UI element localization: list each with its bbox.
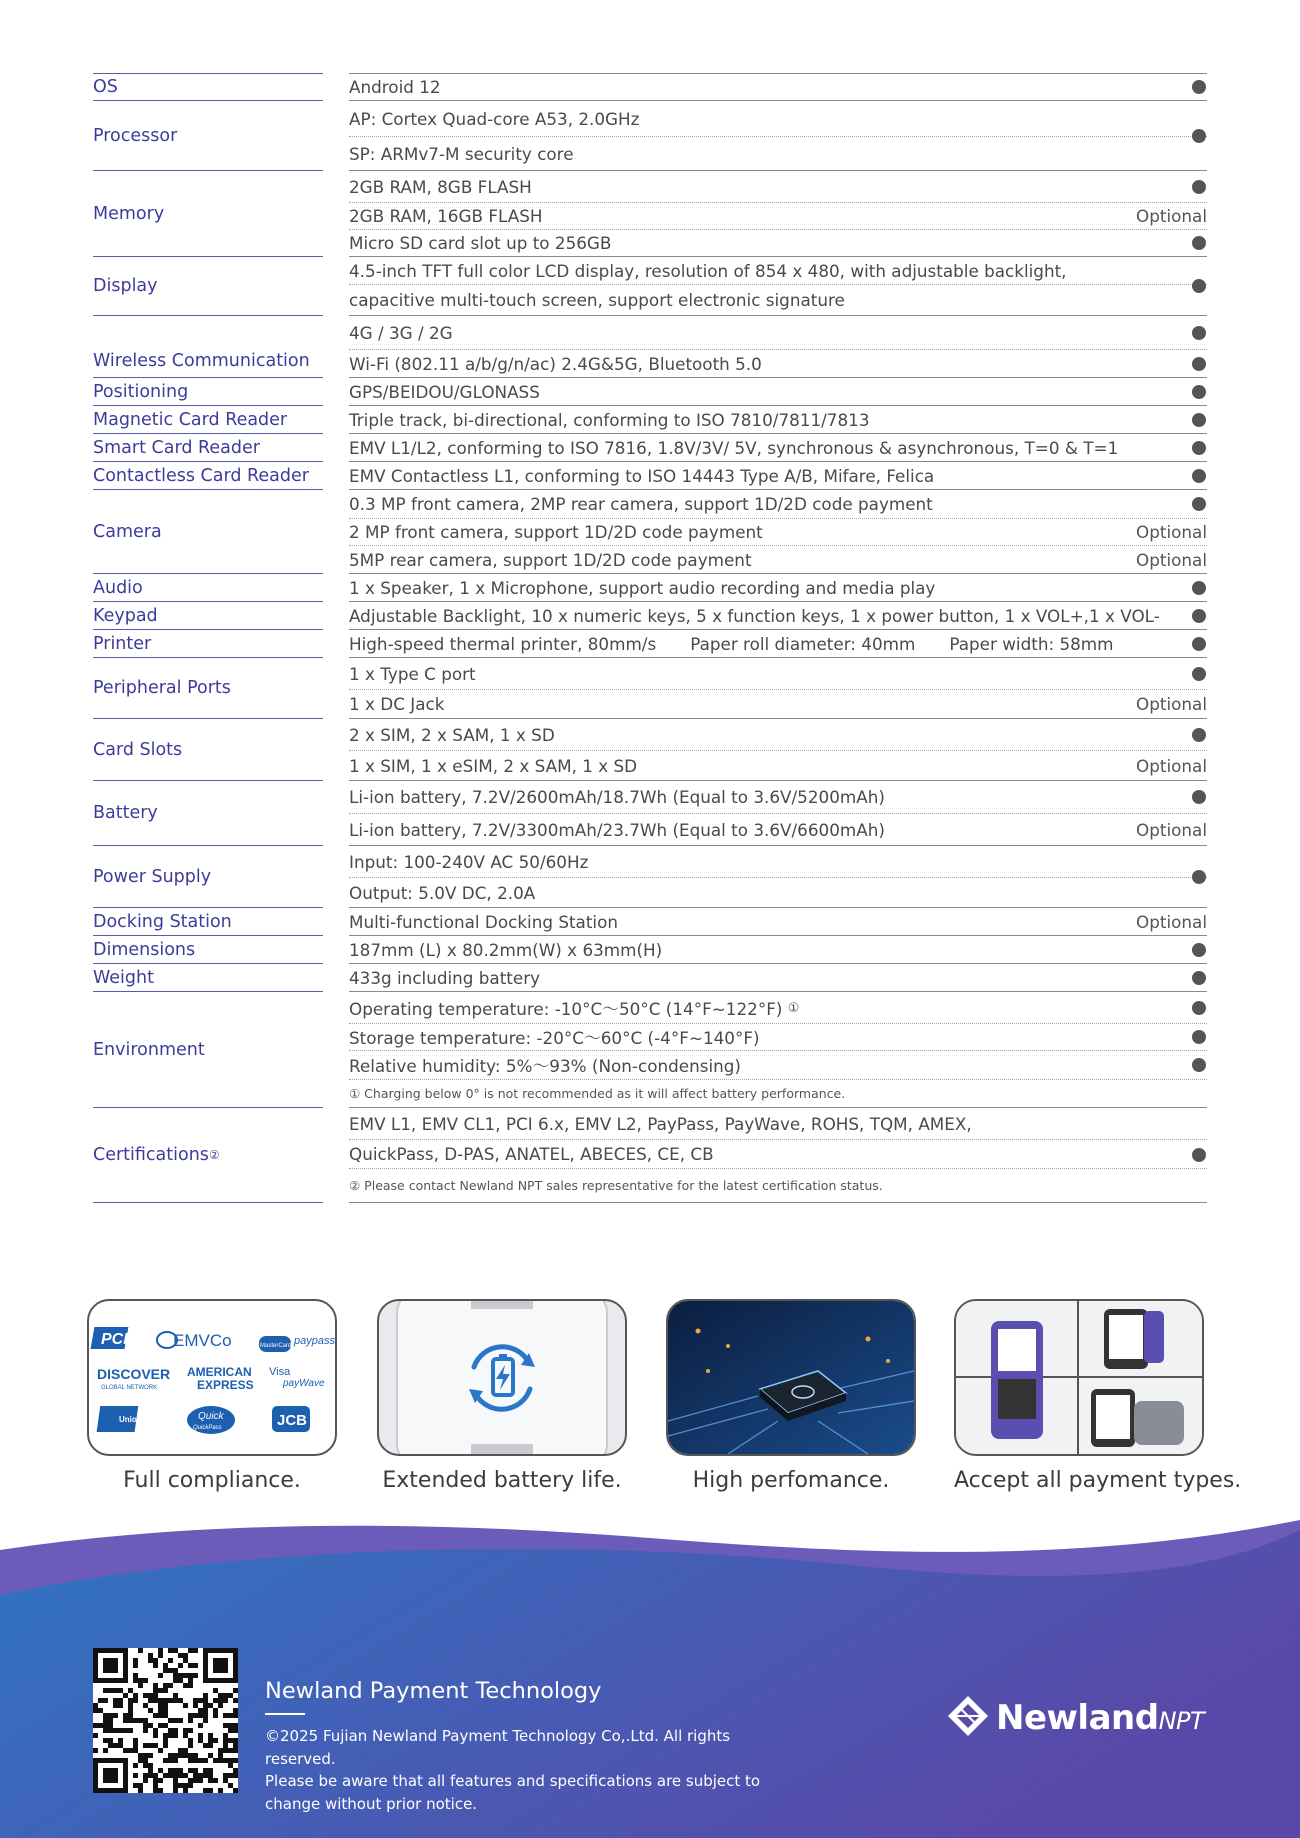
spec-section — [93, 629, 1207, 657]
spec-label — [93, 657, 323, 718]
spec-row — [349, 257, 1207, 284]
legal-text — [265, 1725, 785, 1815]
spec-values — [349, 315, 1207, 377]
spec-value-part: Paper roll diameter: 40mm — [690, 633, 916, 654]
mastercard-logo — [259, 1335, 335, 1352]
spec-value — [349, 77, 441, 97]
spec-value — [349, 883, 535, 903]
spec-row — [349, 936, 1207, 963]
spec-row — [349, 378, 1207, 405]
spec-values — [349, 100, 1207, 170]
spec-value-text: 2GB RAM, 16GB FLASH — [349, 206, 543, 226]
spec-value-text: EMV L1, EMV CL1, PCI 6.x, EMV L2, PayPass, PayWave, ROHS, TQM, AMEX, — [349, 1113, 972, 1134]
spec-value — [349, 820, 885, 840]
spec-row — [349, 1108, 1207, 1139]
spec-values — [349, 907, 1207, 935]
quickpass-logo — [187, 1406, 235, 1434]
standard-dot-icon — [1192, 441, 1206, 455]
spec-value-text: QuickPass, D-PAS, ANATEL, ABECES, CE, CB — [349, 1144, 714, 1164]
spec-footnote — [349, 1168, 1207, 1202]
spec-value-text: Triple track, bi-directional, conforming to ISO 7810/7811/7813 — [349, 409, 870, 430]
legal-line: change without prior notice. — [265, 1794, 478, 1813]
company-name: Newland Payment Technology — [265, 1678, 602, 1704]
standard-dot-icon — [1192, 326, 1206, 340]
emvco-text: EMVCo — [173, 1331, 232, 1350]
spec-label-text: Audio — [93, 577, 143, 598]
spec-label-text: Display — [93, 276, 158, 296]
spec-section — [93, 601, 1207, 629]
spec-label — [93, 489, 323, 573]
spec-value — [349, 438, 1118, 458]
spec-row — [349, 202, 1207, 229]
spec-row — [349, 964, 1207, 991]
payment-devices-tile — [954, 1299, 1204, 1456]
spec-label-text: Environment — [93, 1039, 205, 1060]
spec-label-text: Card Slots — [93, 739, 183, 760]
spec-section — [93, 433, 1207, 461]
spec-value-text: Adjustable Backlight, 10 x numeric keys, 5 x function keys, 1 x power button, 1 x VOL+,1 x VOL- — [349, 605, 1160, 626]
terminal-icon — [1104, 1309, 1164, 1369]
spec-value-text: EMV L1/L2, conforming to ISO 7816, 1.8V/3V/ 5V, synchronous & asynchronous, T=0 & T=1 — [349, 437, 1119, 458]
standard-dot-icon — [1192, 357, 1206, 371]
spec-value — [349, 323, 453, 343]
spec-value — [349, 144, 574, 164]
spec-row — [349, 518, 1207, 545]
spec-value-text: Operating temperature: -10°C～50°C (14°F~122°F) — [349, 998, 783, 1019]
spec-label-text: Peripheral Ports — [93, 678, 231, 698]
spec-section — [93, 100, 1207, 170]
logo-main-text: Newland — [996, 1698, 1159, 1738]
feature-caption: Extended battery life. — [382, 1468, 622, 1493]
spec-label — [93, 315, 323, 377]
spec-label — [93, 461, 323, 489]
spec-label — [93, 718, 323, 780]
spec-value-text: Android 12 — [349, 77, 441, 97]
table-end-rule — [93, 1202, 1207, 1203]
legal-line: ©2025 Fujian Newland Payment Technology Co,.Ltd. All rights reserved. — [265, 1727, 731, 1768]
spec-row — [349, 750, 1207, 780]
spec-row — [349, 813, 1207, 845]
spec-label — [93, 601, 323, 629]
spec-value — [349, 410, 870, 430]
optional-label: Optional — [1136, 694, 1207, 714]
spec-value — [349, 206, 542, 226]
company-underline — [265, 1713, 305, 1715]
spec-row — [349, 434, 1207, 461]
spec-label — [93, 573, 323, 601]
spec-label-text: OS — [93, 77, 118, 97]
amex-text-1: AMERICAN — [187, 1365, 252, 1379]
spec-value-text: 1 x DC Jack — [349, 694, 445, 714]
battery-tile — [377, 1299, 627, 1456]
spec-value — [349, 550, 752, 570]
spec-row — [349, 602, 1207, 629]
spec-value — [349, 1178, 883, 1193]
spec-value-text: Wi-Fi (802.11 a/b/g/n/ac) 2.4G&5G, Bluetooth 5.0 — [349, 353, 762, 374]
standard-dot-icon — [1192, 1030, 1206, 1044]
spec-label-text: Processor — [93, 125, 178, 146]
footnote-marker: ① — [787, 1000, 800, 1016]
newland-logo — [948, 1692, 1210, 1752]
standard-dot-icon — [1192, 870, 1206, 884]
feature-caption: High perfomance. — [692, 1468, 890, 1493]
spec-values — [349, 935, 1207, 963]
spec-row — [349, 462, 1207, 489]
amex-logo — [187, 1365, 254, 1392]
spec-value-text: SP: ARMv7-M security core — [349, 143, 574, 164]
unionpay-logo — [97, 1406, 157, 1432]
amex-text-2: EXPRESS — [197, 1378, 254, 1392]
spec-label-text: Docking Station — [93, 911, 232, 932]
spec-values — [349, 629, 1207, 657]
spec-value — [349, 1114, 972, 1134]
spec-label-text: Smart Card Reader — [93, 437, 260, 458]
spec-value-text: 2 MP front camera, support 1D/2D code payment — [349, 522, 763, 542]
standard-dot-icon — [1192, 1001, 1206, 1015]
standard-dot-icon — [1192, 469, 1206, 483]
jcb-text: JCB — [277, 1412, 308, 1429]
spec-label-text: Keypad — [93, 605, 158, 626]
visa-paywave-logo — [269, 1366, 325, 1389]
spec-value — [349, 261, 1067, 281]
spec-section — [93, 573, 1207, 601]
standard-dot-icon — [1192, 609, 1206, 623]
spec-row — [349, 101, 1207, 136]
spec-value — [349, 578, 935, 598]
spec-label — [93, 845, 323, 907]
spec-label-text: Camera — [93, 521, 162, 542]
spec-label — [93, 963, 323, 991]
spec-label — [93, 629, 323, 657]
spec-label-text: Memory — [93, 203, 165, 224]
spec-row — [349, 284, 1207, 315]
spec-value-text: Input: 100-240V AC 50/60Hz — [349, 851, 589, 872]
spec-value-text: 433g including battery — [349, 967, 541, 988]
spec-section — [93, 461, 1207, 489]
spec-values — [349, 573, 1207, 601]
spec-value-text: Output: 5.0V DC, 2.0A — [349, 882, 536, 903]
spec-value-text: 1 x SIM, 1 x eSIM, 2 x SAM, 1 x SD — [349, 755, 638, 776]
spec-value-text: 187mm (L) x 80.2mm(W) x 63mm(H) — [349, 939, 663, 960]
standard-dot-icon — [1192, 728, 1206, 742]
quickpass-sub-text: QuickPass — [193, 1425, 222, 1431]
spec-value — [349, 1144, 714, 1164]
spec-section — [93, 935, 1207, 963]
spec-value — [349, 466, 934, 486]
spec-value-text: AP: Cortex Quad-core A53, 2.0GHz — [349, 108, 640, 129]
spec-label-text: Battery — [93, 803, 158, 823]
spec-section — [93, 377, 1207, 405]
standard-dot-icon — [1192, 279, 1206, 293]
spec-value-text: capacitive multi-touch screen, support electronic signature — [349, 290, 845, 310]
feature-caption: Full compliance. — [123, 1468, 301, 1493]
spec-value — [349, 756, 637, 776]
spec-label — [93, 73, 323, 100]
spec-label — [93, 433, 323, 461]
spec-label-text: Contactless Card Reader — [93, 465, 309, 486]
spec-values — [349, 489, 1207, 573]
spec-values — [349, 1107, 1207, 1202]
feature-battery — [377, 1299, 627, 1493]
spec-value-text: 2 x SIM, 2 x SAM, 1 x SD — [349, 724, 555, 745]
spec-value-text: Micro SD card slot up to 256GB — [349, 233, 612, 253]
spec-value-text: 4.5-inch TFT full color LCD display, resolution of 854 x 480, with adjustable backlight, — [349, 260, 1067, 281]
spec-values — [349, 780, 1207, 845]
mastercard-text: MasterCard — [260, 1343, 292, 1349]
spec-label-text: Positioning — [93, 381, 189, 402]
standard-dot-icon — [1192, 943, 1206, 957]
spec-row — [349, 136, 1207, 170]
spec-values — [349, 170, 1207, 256]
spec-values — [349, 256, 1207, 315]
spec-section — [93, 718, 1207, 780]
spec-row — [349, 574, 1207, 601]
spec-value — [349, 382, 540, 402]
spec-value-text: 4G / 3G / 2G — [349, 322, 453, 343]
spec-label — [93, 991, 323, 1107]
spec-section — [93, 845, 1207, 907]
spec-value — [349, 787, 885, 807]
spec-value — [349, 1053, 741, 1077]
emvco-logo — [157, 1331, 232, 1350]
spec-section — [93, 73, 1207, 100]
spec-value-text: 1 x Type C port — [349, 663, 476, 684]
visa-text: Visa — [269, 1366, 291, 1378]
standard-dot-icon — [1192, 581, 1206, 595]
spec-row — [349, 992, 1207, 1023]
spec-row — [349, 689, 1207, 718]
standard-dot-icon — [1192, 129, 1206, 143]
spec-row — [349, 74, 1207, 100]
feature-caption: Accept all payment types. — [954, 1468, 1242, 1493]
standard-dot-icon — [1192, 80, 1206, 94]
feature-strip — [87, 1299, 1242, 1493]
spec-values — [349, 461, 1207, 489]
spec-label — [93, 780, 323, 845]
spec-value-text: ② Please contact Newland NPT sales representative for the latest certification status. — [349, 1178, 883, 1193]
spec-value-part: Paper width: 58mm — [949, 633, 1114, 654]
footnote-marker: ② — [208, 1148, 220, 1162]
spec-section — [93, 657, 1207, 718]
spec-label — [93, 405, 323, 433]
spec-row — [349, 545, 1207, 573]
spec-values — [349, 405, 1207, 433]
spec-section — [93, 991, 1207, 1107]
terminal-icon — [991, 1321, 1043, 1439]
spec-section — [93, 256, 1207, 315]
spec-section — [93, 489, 1207, 573]
pci-logo — [91, 1327, 129, 1349]
spec-value-text: Li-ion battery, 7.2V/2600mAh/18.7Wh (Equal to 3.6V/5200mAh) — [349, 787, 885, 807]
spec-value — [349, 1086, 845, 1101]
spec-row — [349, 490, 1207, 518]
spec-values — [349, 845, 1207, 907]
feature-compliance — [87, 1299, 337, 1493]
discover-logo — [97, 1366, 170, 1391]
spec-label — [93, 907, 323, 935]
spec-row — [349, 719, 1207, 750]
spec-value — [349, 494, 933, 514]
spec-label-text: Magnetic Card Reader — [93, 409, 288, 430]
spec-row — [349, 229, 1207, 256]
spec-label — [93, 1107, 323, 1202]
spec-table — [93, 73, 1207, 1203]
spec-section — [93, 780, 1207, 845]
pci-text: PCI — [101, 1331, 128, 1348]
spec-value — [349, 109, 639, 129]
discover-sub-text: GLOBAL NETWORK — [101, 1385, 158, 1391]
newland-logo-icon — [948, 1692, 992, 1748]
spec-row — [349, 349, 1207, 377]
optional-label: Optional — [1136, 755, 1207, 776]
spec-value-text: Storage temperature: -20°C～60°C (-4°F~140°F) — [349, 1028, 760, 1048]
footer — [0, 1520, 1300, 1838]
spec-value — [349, 606, 1160, 626]
spec-row — [349, 658, 1207, 689]
spec-label — [93, 100, 323, 170]
spec-value — [349, 664, 476, 684]
spec-value — [349, 694, 444, 714]
payment-logos-tile — [87, 1299, 337, 1456]
qr-code[interactable] — [93, 1648, 238, 1793]
unionpay-text: UnionPay — [119, 1415, 156, 1424]
spec-row — [349, 908, 1207, 935]
circuit-board-tile — [666, 1299, 916, 1456]
spec-value — [349, 233, 611, 253]
spec-row — [349, 406, 1207, 433]
spec-label — [93, 935, 323, 963]
optional-label: Optional — [1136, 522, 1207, 542]
standard-dot-icon — [1192, 1148, 1206, 1162]
spec-value-text: 5MP rear camera, support 1D/2D code payment — [349, 549, 752, 570]
quickpass-text: Quick — [198, 1411, 224, 1422]
spec-label-text: Wireless Communication — [93, 351, 310, 371]
spec-value — [349, 177, 532, 197]
spec-values — [349, 991, 1207, 1107]
standard-dot-icon — [1192, 971, 1206, 985]
spec-label-text: Dimensions — [93, 939, 196, 960]
spec-value-text: 1 x Speaker, 1 x Microphone, support audio recording and media play — [349, 577, 936, 598]
spec-section — [93, 315, 1207, 377]
spec-section — [93, 170, 1207, 256]
spec-section — [93, 405, 1207, 433]
spec-value-text: Relative humidity: 5%～93% (Non-condensing) — [349, 1056, 741, 1076]
standard-dot-icon — [1192, 497, 1206, 511]
logo-sub-text: NPT — [1158, 1707, 1205, 1735]
spec-section — [93, 1107, 1207, 1202]
paywave-text: payWave — [283, 1378, 325, 1389]
spec-values — [349, 73, 1207, 100]
spec-values — [349, 963, 1207, 991]
spec-value — [349, 940, 662, 960]
spec-label-text: Certifications — [93, 1145, 209, 1165]
spec-value-text: ① Charging below 0° is not recommended as it will affect battery performance. — [349, 1086, 846, 1101]
spec-value-text: 0.3 MP front camera, 2MP rear camera, support 1D/2D code payment — [349, 494, 933, 514]
spec-row — [349, 316, 1207, 349]
standard-dot-icon — [1192, 1058, 1206, 1072]
spec-row — [349, 781, 1207, 813]
spec-value-text: Li-ion battery, 7.2V/3300mAh/23.7Wh (Equal to 3.6V/6600mAh) — [349, 819, 885, 840]
spec-row — [349, 171, 1207, 202]
spec-values — [349, 601, 1207, 629]
paypass-text: paypass — [294, 1335, 335, 1347]
spec-label-text: Power Supply — [93, 866, 212, 887]
spec-value — [349, 725, 555, 745]
spec-value — [349, 852, 588, 872]
spec-value-text: EMV Contactless L1, conforming to ISO 14443 Type A/B, Mifare, Felica — [349, 465, 935, 486]
spec-value — [349, 290, 845, 310]
spec-footnote — [349, 1079, 1207, 1107]
spec-value — [349, 968, 540, 988]
spec-label — [93, 377, 323, 405]
spec-label — [93, 256, 323, 315]
standard-dot-icon — [1192, 637, 1206, 651]
spec-label-text: Printer — [93, 633, 152, 654]
spec-values — [349, 657, 1207, 718]
spec-row — [349, 1139, 1207, 1168]
spec-values — [349, 377, 1207, 405]
spec-row — [349, 1023, 1207, 1050]
standard-dot-icon — [1192, 385, 1206, 399]
legal-line: Please be aware that all features and specifications are subject to — [265, 1772, 761, 1790]
spec-value — [349, 996, 799, 1020]
spec-value — [349, 1025, 760, 1049]
spec-value-text: Multi-functional Docking Station — [349, 911, 618, 932]
discover-text: DISCOVER — [97, 1366, 171, 1382]
spec-label-text: Weight — [93, 967, 154, 988]
feature-performance — [666, 1299, 916, 1493]
feature-payment-types — [954, 1299, 1242, 1493]
spec-value — [349, 912, 618, 932]
spec-row — [349, 1050, 1207, 1079]
spec-section — [93, 907, 1207, 935]
standard-dot-icon — [1192, 236, 1206, 250]
spec-values — [349, 718, 1207, 780]
optional-label: Optional — [1136, 549, 1207, 570]
spec-value — [349, 354, 762, 374]
spec-value — [349, 522, 763, 542]
standard-dot-icon — [1192, 790, 1206, 804]
standard-dot-icon — [1192, 180, 1206, 194]
spec-value-text: GPS/BEIDOU/GLONASS — [349, 381, 540, 402]
optional-label: Optional — [1136, 819, 1207, 840]
spec-value-group — [349, 634, 1114, 654]
spec-row — [349, 846, 1207, 877]
optional-label: Optional — [1136, 206, 1207, 226]
standard-dot-icon — [1192, 413, 1206, 427]
spec-value-text: 2GB RAM, 8GB FLASH — [349, 176, 532, 197]
jcb-logo — [272, 1406, 310, 1432]
spec-label — [93, 170, 323, 256]
spec-values — [349, 433, 1207, 461]
spec-section — [93, 963, 1207, 991]
spec-row — [349, 877, 1207, 907]
standard-dot-icon — [1192, 667, 1206, 681]
spec-row — [349, 630, 1207, 657]
spec-value-part: High-speed thermal printer, 80mm/s — [349, 633, 657, 654]
optional-label: Optional — [1136, 911, 1207, 932]
